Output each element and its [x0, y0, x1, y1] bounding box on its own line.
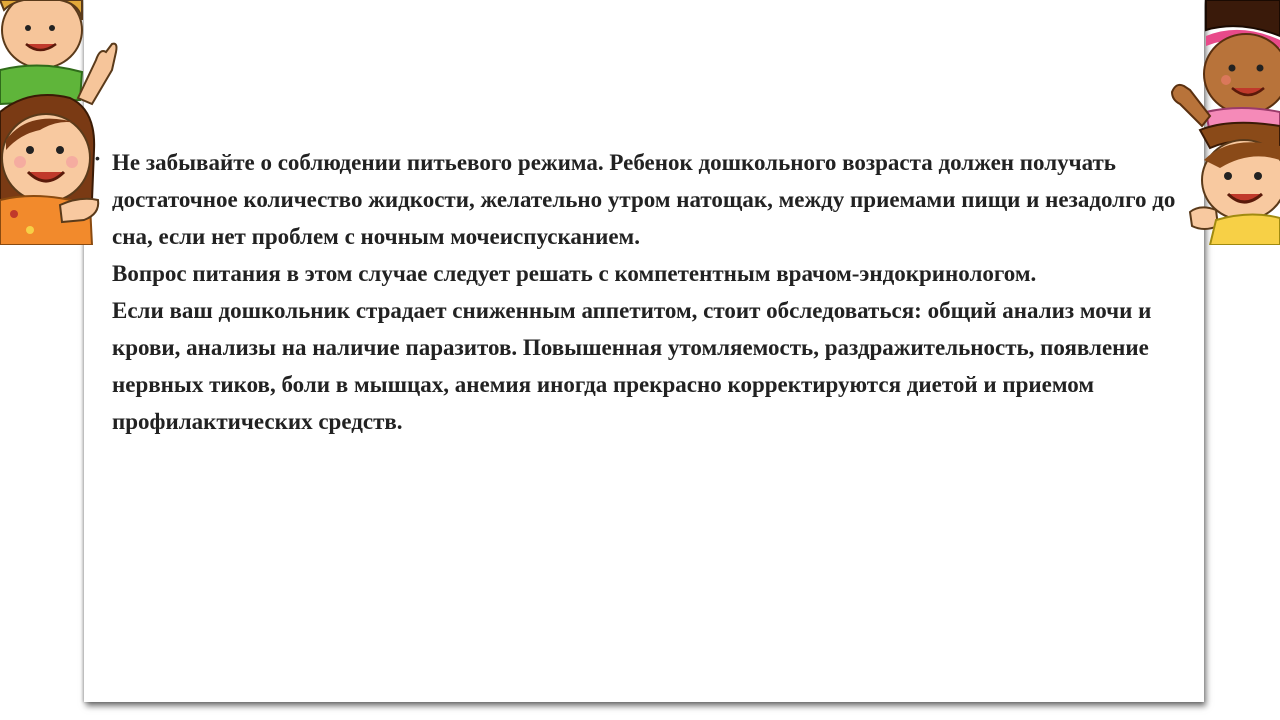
paragraph-drinking-regime: Не забывайте о соблюдении питьевого режима. Ребенок дошкольного возраста должен получать достаточное количество жидкости, желательно утром натощак, между приемами пищи и незадолго до сна, если нет проблем с ночным мочеиспусканием.	[112, 150, 1176, 249]
cartoon-kids-left-icon	[0, 0, 120, 245]
body-text	[112, 144, 1192, 440]
paragraph-nutrition-doctor: Вопрос питания в этом случае следует решать с компетентным врачом-эндокринологом.	[112, 261, 1037, 286]
bullet-marker: •	[95, 150, 100, 166]
paragraph-appetite: Если ваш дошкольник страдает сниженным аппетитом, стоит обследоваться: общий анализ мочи и крови, анализы на наличие паразитов. Повышенная утомляемость, раздражительность, появление нервных тиков, боли в мышцах, анемия иногда прекрасно корректируются диетой и приемом профилактических средств.	[112, 298, 1152, 434]
